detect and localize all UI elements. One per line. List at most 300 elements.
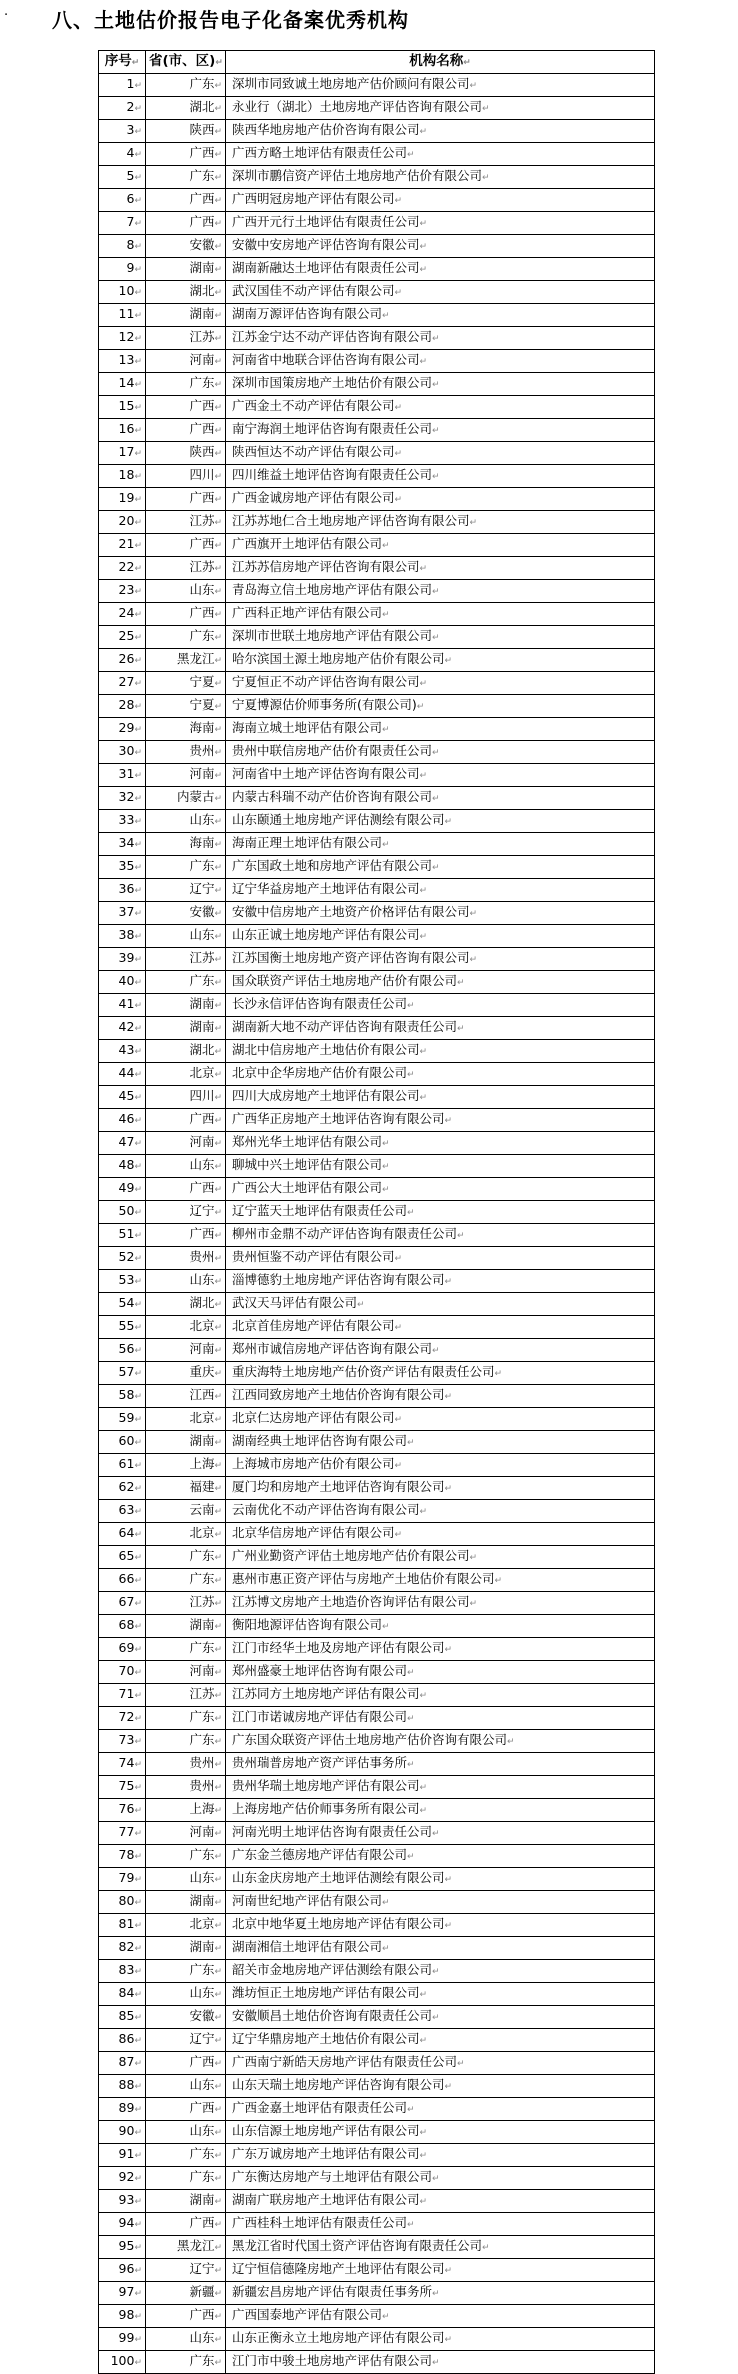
return-mark: ↵ [214,1990,222,2000]
row-institution-text: 厦门均和房地产土地评估咨询有限公司 [232,1479,445,1494]
table-row [99,1615,655,1638]
row-index [99,74,146,97]
row-institution [226,2328,655,2351]
row-institution [226,258,655,281]
row-index [99,2121,146,2144]
return-mark: ↵ [432,380,440,390]
row-index [99,1822,146,1845]
row-province [146,442,226,465]
row-province [146,235,226,258]
row-index [99,1868,146,1891]
return-mark: ↵ [214,173,222,183]
row-index [99,1753,146,1776]
row-institution [226,1178,655,1201]
table-row [99,1454,655,1477]
row-index-text: 22 [118,559,135,574]
row-province-text: 重庆 [189,1364,215,1379]
table-row [99,626,655,649]
row-province-text: 广西 [189,1111,215,1126]
row-institution-text: 郑州盛豪土地评估咨询有限公司 [232,1663,408,1678]
return-mark: ↵ [134,219,142,229]
row-province [146,1408,226,1431]
header-institution [226,51,655,74]
row-province [146,2328,226,2351]
row-province-text: 北京 [189,1410,215,1425]
return-mark: ↵ [134,1668,142,1678]
row-province-text: 湖南 [189,1433,215,1448]
return-mark: ↵ [214,1323,222,1333]
row-institution-text: 广西国泰地产评估有限公司 [232,2307,383,2322]
row-institution-text: 北京华信房地产评估有限公司 [232,1525,395,1540]
return-mark: ↵ [214,380,222,390]
row-index [99,787,146,810]
row-index [99,672,146,695]
row-institution-text: 聊城中兴土地评估有限公司 [232,1157,383,1172]
row-institution-text: 广西南宁新皓天房地产评估有限责任公司 [232,2054,458,2069]
return-mark: ↵ [134,2358,142,2368]
row-institution [226,2236,655,2259]
table-row [99,1891,655,1914]
table-row [99,281,655,304]
row-index [99,1569,146,1592]
return-mark: ↵ [214,472,222,482]
return-mark: ↵ [134,1300,142,1310]
table-row [99,2282,655,2305]
return-mark: ↵ [214,1415,222,1425]
row-index [99,1224,146,1247]
row-index-text: 91 [118,2146,135,2161]
row-institution [226,2282,655,2305]
row-index-text: 72 [118,1709,135,1724]
row-province-text: 安徽 [189,237,215,252]
row-province [146,1592,226,1615]
row-province-text: 河南 [189,352,215,367]
row-index [99,189,146,212]
return-mark: ↵ [432,2013,440,2023]
row-province-text: 广西 [189,2215,215,2230]
row-institution [226,1914,655,1937]
return-mark: ↵ [214,196,222,206]
return-mark: ↵ [214,1944,222,1954]
return-mark: ↵ [419,357,428,367]
row-index-text: 11 [118,306,135,321]
return-mark: ↵ [214,81,222,91]
row-index-text: 27 [118,674,135,689]
row-index-text: 5 [126,168,135,183]
row-institution [226,281,655,304]
table-body [99,74,655,2374]
return-mark: ↵ [134,1507,142,1517]
row-index-text: 88 [118,2077,135,2092]
row-province [146,1638,226,1661]
return-mark: ↵ [432,1829,440,1839]
row-index [99,488,146,511]
row-province-text: 广东 [189,2169,215,2184]
row-province-text: 湖北 [189,1295,215,1310]
row-institution [226,557,655,580]
table-row [99,1293,655,1316]
return-mark: ↵ [214,426,222,436]
table-row [99,1937,655,1960]
return-mark: ↵ [214,1783,222,1793]
row-institution [226,1868,655,1891]
row-province-text: 安徽 [189,904,215,919]
row-institution [226,1661,655,1684]
row-province [146,1707,226,1730]
row-index [99,396,146,419]
row-institution-text: 深圳市国策房地产土地估价有限公司 [232,375,433,390]
return-mark: ↵ [214,2243,222,2253]
row-index-text: 42 [118,1019,135,1034]
row-index-text: 17 [118,444,135,459]
row-institution-text: 广东金兰德房地产评估有限公司 [232,1847,408,1862]
return-mark: ↵ [134,2036,142,2046]
return-mark: ↵ [134,1231,142,1241]
row-institution [226,350,655,373]
row-institution [226,212,655,235]
row-index [99,994,146,1017]
return-mark: ↵ [469,1599,478,1609]
row-institution [226,396,655,419]
row-institution [226,2305,655,2328]
row-institution-text: 北京中地华夏土地房地产评估有限公司 [232,1916,445,1931]
row-province-text: 湖南 [189,1617,215,1632]
return-mark: ↵ [134,1139,142,1149]
row-province-text: 山东 [189,2077,215,2092]
row-institution [226,1891,655,1914]
row-province-text: 广西 [189,536,215,551]
row-province [146,1730,226,1753]
row-province-text: 宁夏 [189,674,215,689]
row-institution-text: 贵州恒鉴不动产评估有限公司 [232,1249,395,1264]
row-institution-text: 湖南经典土地评估咨询有限公司 [232,1433,408,1448]
row-institution [226,1247,655,1270]
row-province-text: 湖北 [189,283,215,298]
return-mark: ↵ [214,909,222,919]
row-institution [226,672,655,695]
row-province [146,994,226,1017]
row-index [99,1523,146,1546]
return-mark: ↵ [444,656,453,666]
return-mark: ↵ [134,1162,142,1172]
row-index-text: 2 [126,99,135,114]
row-institution [226,1431,655,1454]
row-province-text: 山东 [189,1157,215,1172]
row-institution-text: 湖南湘信土地评估有限公司 [232,1939,383,1954]
row-index-text: 33 [118,812,135,827]
return-mark: ↵ [214,1070,222,1080]
row-index [99,718,146,741]
row-province-text: 湖南 [189,996,215,1011]
row-index-text: 31 [118,766,135,781]
row-province-text: 广东 [189,168,215,183]
row-index-text: 99 [118,2330,135,2345]
row-institution [226,1316,655,1339]
row-institution-text: 山东正诚土地房地产评估有限公司 [232,927,420,942]
return-mark: ↵ [214,932,222,942]
return-mark: ↵ [407,1760,415,1770]
table-row [99,534,655,557]
row-index [99,1201,146,1224]
row-institution [226,2098,655,2121]
row-institution-text: 南宁海润土地评估咨询有限责任公司 [232,421,433,436]
row-institution [226,810,655,833]
return-mark: ↵ [134,2151,142,2161]
return-mark: ↵ [407,1852,415,1862]
row-institution-text: 惠州市惠正资产评估与房地产土地估价有限公司 [232,1571,495,1586]
row-index-text: 32 [118,789,135,804]
row-province-text: 湖南 [189,1019,215,1034]
row-province-text: 新疆 [189,2284,215,2299]
row-province-text: 湖北 [189,99,215,114]
return-mark: ↵ [134,2082,142,2092]
return-mark: ↵ [214,1369,222,1379]
return-mark: ↵ [419,886,428,896]
return-mark: ↵ [444,817,453,827]
row-province-text: 贵州 [189,1755,215,1770]
row-province [146,1270,226,1293]
return-mark: ↵ [382,840,390,850]
row-institution [226,304,655,327]
row-institution [226,74,655,97]
return-mark: ↵ [134,587,142,597]
row-province-text: 广西 [189,2307,215,2322]
row-institution-text: 广西公大土地评估有限公司 [232,1180,383,1195]
row-index-text: 8 [126,237,135,252]
table-row [99,1040,655,1063]
return-mark: ↵ [432,2174,440,2184]
return-mark: ↵ [419,564,428,574]
return-mark: ↵ [419,2151,428,2161]
row-index [99,2052,146,2075]
table-row [99,2259,655,2282]
return-mark: ↵ [134,518,142,528]
table-row [99,1799,655,1822]
table-row [99,1362,655,1385]
row-index [99,741,146,764]
table-row [99,557,655,580]
return-mark: ↵ [134,2243,142,2253]
row-index [99,2259,146,2282]
row-province [146,741,226,764]
return-mark: ↵ [214,1691,222,1701]
return-mark: ↵ [444,1875,453,1885]
row-province-text: 山东 [189,1870,215,1885]
row-province [146,373,226,396]
return-mark: ↵ [214,840,222,850]
row-institution [226,327,655,350]
row-institution-text: 江门市中骏土地房地产评估有限公司 [232,2353,433,2368]
return-mark: ↵ [134,449,142,459]
return-mark: ↵ [134,2266,142,2276]
row-index-text: 28 [118,697,135,712]
row-province-text: 广西 [189,191,215,206]
row-province [146,1040,226,1063]
row-province [146,1776,226,1799]
row-institution-text: 贵州中联信房地产估价有限责任公司 [232,743,433,758]
table-row [99,718,655,741]
row-province [146,695,226,718]
row-institution [226,465,655,488]
table-row [99,1431,655,1454]
row-index [99,373,146,396]
return-mark: ↵ [214,288,222,298]
return-mark: ↵ [407,1208,415,1218]
row-index-text: 9 [126,260,135,275]
row-province [146,1201,226,1224]
row-province-text: 海南 [189,720,215,735]
row-province [146,649,226,672]
row-institution-text: 山东颐通土地房地产评估测绘有限公司 [232,812,445,827]
return-mark: ↵ [382,2312,390,2322]
row-index-text: 67 [118,1594,135,1609]
header-index [99,51,146,74]
row-province-text: 广西 [189,145,215,160]
return-mark: ↵ [134,242,142,252]
row-index [99,948,146,971]
return-mark: ↵ [214,1645,222,1655]
row-province [146,1615,226,1638]
row-province [146,1914,226,1937]
row-province [146,856,226,879]
table-row [99,1822,655,1845]
return-mark: ↵ [134,978,142,988]
row-institution [226,1017,655,1040]
row-institution-text: 辽宁蓝天土地评估有限责任公司 [232,1203,408,1218]
row-institution [226,764,655,787]
row-index-text: 95 [118,2238,135,2253]
row-index-text: 69 [118,1640,135,1655]
return-mark: ↵ [444,1484,453,1494]
row-index [99,603,146,626]
return-mark: ↵ [214,495,222,505]
row-index-text: 84 [118,1985,135,2000]
row-province [146,1960,226,1983]
row-index-text: 100 [110,2353,135,2368]
return-mark: ↵ [382,1162,390,1172]
return-mark: ↵ [407,2220,415,2230]
row-province-text: 山东 [189,927,215,942]
row-institution-text: 山东金庆房地产土地评估测绘有限公司 [232,1870,445,1885]
row-institution-text: 衡阳地源评估咨询有限公司 [232,1617,383,1632]
return-mark: ↵ [134,1438,142,1448]
row-province-text: 广东 [189,1640,215,1655]
return-mark: ↵ [432,794,440,804]
return-mark: ↵ [134,1254,142,1264]
return-mark: ↵ [214,1461,222,1471]
return-mark: ↵ [134,2174,142,2184]
table-row [99,2098,655,2121]
return-mark: ↵ [214,1254,222,1264]
return-mark: ↵ [444,1921,453,1931]
row-index [99,879,146,902]
table-row [99,1500,655,1523]
row-institution-text: 淄博德豹土地房地产评估咨询有限公司 [232,1272,445,1287]
return-mark: ↵ [134,2105,142,2115]
row-institution [226,2006,655,2029]
return-mark: ↵ [214,1668,222,1678]
return-mark: ↵ [432,2289,440,2299]
row-province [146,1546,226,1569]
return-mark: ↵ [134,2059,142,2069]
row-institution [226,925,655,948]
row-province-text: 广东 [189,1847,215,1862]
row-institution [226,2029,655,2052]
row-index-text: 78 [118,1847,135,1862]
return-mark: ↵ [214,334,222,344]
row-province [146,534,226,557]
row-institution-text: 河南省中地联合评估咨询有限公司 [232,352,420,367]
row-index-text: 45 [118,1088,135,1103]
row-province-text: 广东 [189,1548,215,1563]
row-province-text: 河南 [189,1824,215,1839]
return-mark: ↵ [382,1139,390,1149]
row-index-text: 87 [118,2054,135,2069]
row-index [99,1799,146,1822]
return-mark: ↵ [214,1162,222,1172]
row-province [146,2006,226,2029]
row-province-text: 广西 [189,2100,215,2115]
return-mark: ↵ [419,1691,428,1701]
row-index-text: 53 [118,1272,135,1287]
row-province [146,1247,226,1270]
row-index-text: 49 [118,1180,135,1195]
row-province [146,2190,226,2213]
row-index-text: 51 [118,1226,135,1241]
row-province [146,1937,226,1960]
row-province-text: 广东 [189,375,215,390]
row-index-text: 48 [118,1157,135,1172]
row-index [99,235,146,258]
row-institution [226,902,655,925]
return-mark: ↵ [214,1438,222,1448]
table-row [99,396,655,419]
row-institution [226,534,655,557]
row-index [99,1500,146,1523]
row-province [146,166,226,189]
return-mark: ↵ [134,679,142,689]
row-institution-text: 柳州市金鼎不动产评估咨询有限责任公司 [232,1226,458,1241]
return-mark: ↵ [134,1576,142,1586]
row-index-text: 77 [118,1824,135,1839]
return-mark: ↵ [134,1967,142,1977]
table-row [99,189,655,212]
return-mark: ↵ [134,1944,142,1954]
row-index-text: 92 [118,2169,135,2184]
return-mark: ↵ [134,1392,142,1402]
return-mark: ↵ [214,1760,222,1770]
return-mark: ↵ [214,1599,222,1609]
row-province [146,1661,226,1684]
row-province [146,2351,226,2374]
return-mark: ↵ [432,2358,440,2368]
row-province [146,2029,226,2052]
row-institution-text: 宁夏博源估价师事务所(有限公司) [232,697,417,712]
row-index-text: 41 [118,996,135,1011]
return-mark: ↵ [432,1346,440,1356]
row-province-text: 河南 [189,1134,215,1149]
return-mark: ↵ [134,1990,142,2000]
row-index [99,281,146,304]
return-mark: ↵ [469,909,478,919]
return-mark: ↵ [214,610,222,620]
return-mark: ↵ [134,1415,142,1425]
row-index [99,1615,146,1638]
row-institution [226,1040,655,1063]
return-mark: ↵ [134,1024,142,1034]
row-province-text: 广东 [189,2146,215,2161]
return-mark: ↵ [419,265,428,275]
